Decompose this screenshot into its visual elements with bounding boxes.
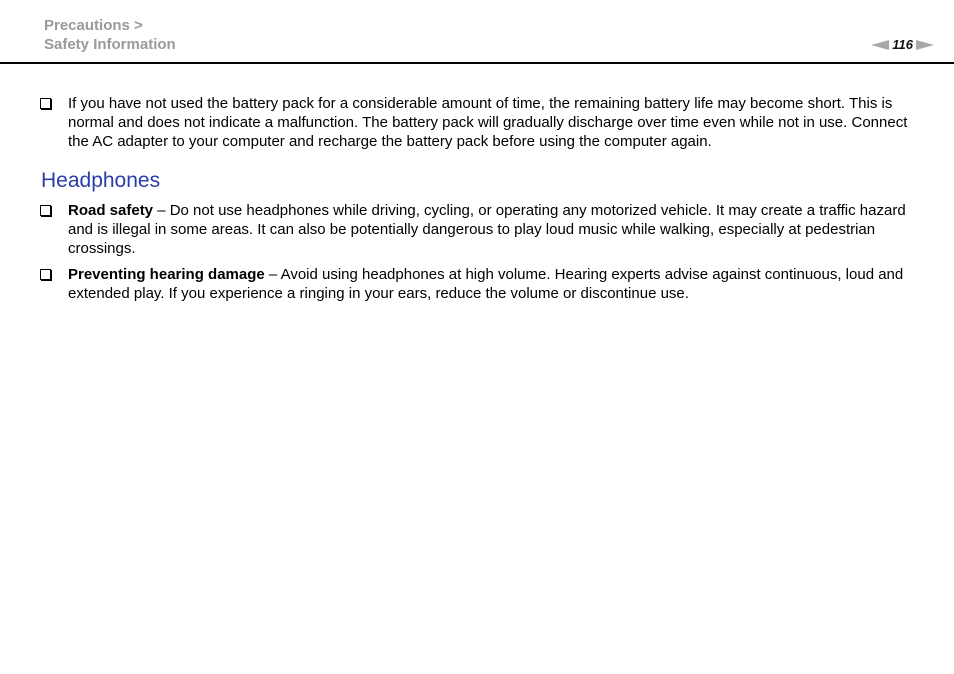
list-item-bold-label: Road safety [68,202,154,219]
breadcrumb-item-precautions[interactable]: Precautions > [44,17,143,34]
page-navigator [871,38,934,52]
list-item-battery [0,94,954,151]
next-page-arrow-icon[interactable] [916,40,934,50]
list-item-text: – Avoid using headphones at high volume. Hearing experts advise against continuous, loud and extended play. If you experience a ringing in your ears, reduce the volume or discontinue use. [68,266,904,302]
breadcrumb [44,16,176,54]
list-item-text: – Do not use headphones while driving, cycling, or operating any motorized vehicle. It may create a traffic hazard and is illegal in some areas. It can also be potentially dangerous to play loud music while walking, especially at pedestrian crossings. [68,202,906,257]
breadcrumb-item-safety-information[interactable]: Safety Information [44,36,176,53]
main-content [0,94,954,310]
checkbox-bullet-icon [40,269,51,280]
list-item-text: If you have not used the battery pack for a considerable amount of time, the remaining battery life may become short. This is normal and does not indicate a malfunction. The battery pack will gradually discharge over time even while not in use. Connect the AC adapter to your computer and recharge the battery pack before using the computer again. [68,95,908,150]
header-divider [0,62,954,64]
checkbox-bullet-icon [40,205,51,216]
page-header [0,0,954,64]
section-heading-headphones: Headphones [41,169,161,192]
previous-page-arrow-icon[interactable] [871,40,889,50]
page-number: 116 [892,37,913,52]
list-item-hearing-damage [0,265,954,303]
checkbox-bullet-icon [40,98,51,109]
list-item-road-safety [0,201,954,258]
list-item-bold-label: Preventing hearing damage [68,266,265,283]
